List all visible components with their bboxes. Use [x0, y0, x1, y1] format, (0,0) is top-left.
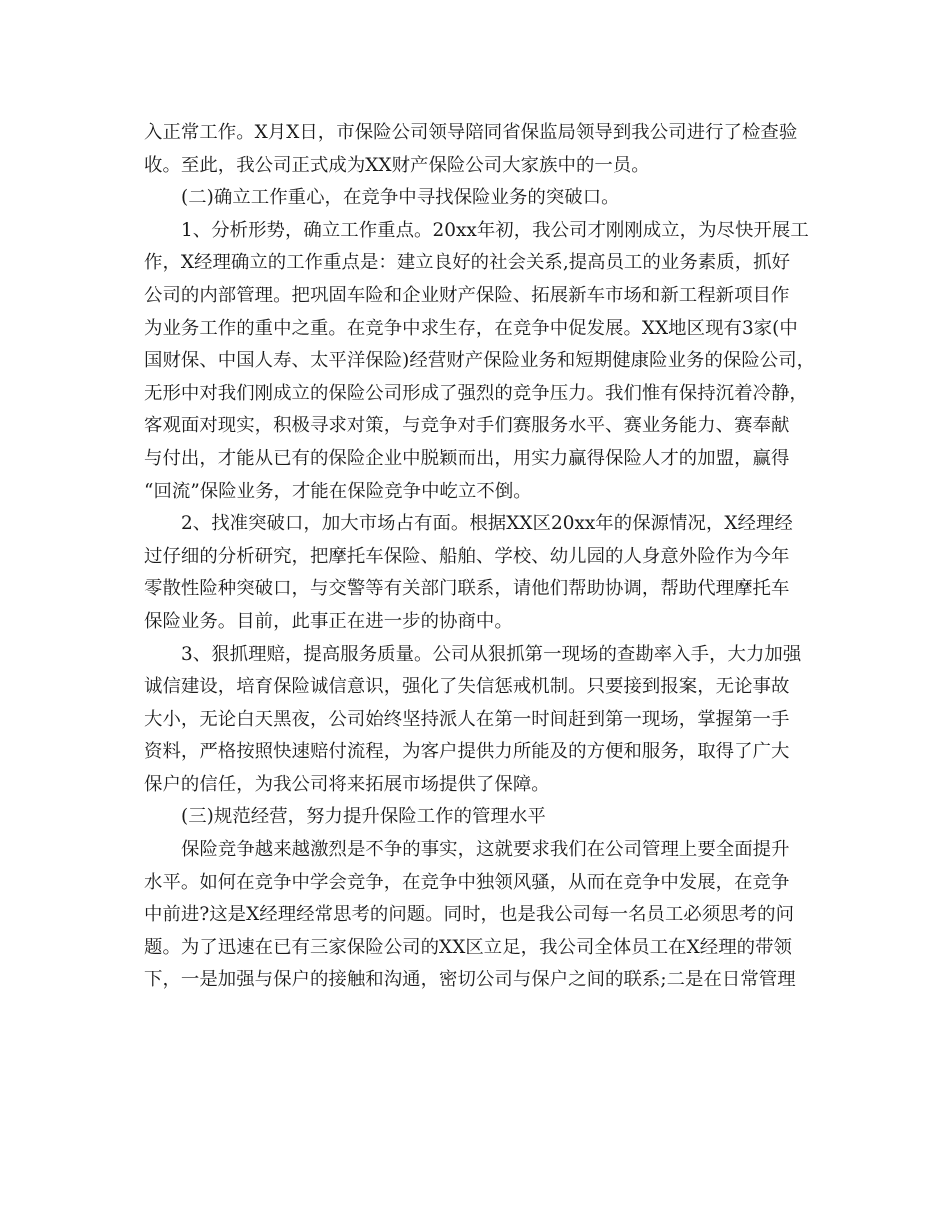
text-line: 资料，严格按照快速赔付流程，为客户提供力所能及的方便和服务，取得了广大	[144, 741, 790, 763]
text-line: 诚信建设，培育保险诚信意识，强化了失信惩戒机制。只要接到报案，无论事故	[144, 676, 790, 698]
text-line: 零散性险种突破口，与交警等有关部门联系，请他们帮助协调，帮助代理摩托车	[144, 578, 790, 600]
text-line: 3、狠抓理赔，提高服务质量。公司从狠抓第一现场的查勘率入手，大力加强	[181, 643, 802, 665]
text-line: 大小，无论白天黑夜，公司始终坚持派人在第一时间赶到第一现场，掌握第一手	[144, 708, 790, 730]
text-line: 保险竞争越来越激烈是不争的事实，这就要求我们在公司管理上要全面提升	[181, 839, 790, 861]
text-line: 国财保、中国人寿、太平洋保险)经营财产保险业务和短期健康险业务的保险公司，	[144, 350, 816, 372]
document-body	[144, 117, 814, 997]
text-line: “回流”保险业务，才能在保险竞争中屹立不倒。	[144, 480, 532, 502]
text-line: 客观面对现实，积极寻求对策，与竞争对手们赛服务水平、赛业务能力、赛奉献	[144, 415, 790, 437]
text-line: 为业务工作的重中之重。在竞争中求生存，在竞争中促发展。XX地区现有3家(中	[144, 317, 798, 339]
text-line: 公司的内部管理。把巩固车险和企业财产保险、拓展新车市场和新工程新项目作	[144, 284, 790, 306]
text-line: 与付出，才能从已有的保险企业中脱颖而出，用实力赢得保险人才的加盟，赢得	[144, 447, 790, 469]
text-line: 水平。如何在竞争中学会竞争，在竞争中独领风骚，从而在竞争中发展，在竞争	[144, 871, 790, 893]
text-line: 收。至此，我公司正式成为XX财产保险公司大家族中的一员。	[144, 154, 650, 176]
text-line: (三)规范经营，努力提升保险工作的管理水平	[181, 806, 546, 828]
text-line: (二)确立工作重心，在竞争中寻找保险业务的突破口。	[181, 187, 620, 209]
text-line: 2、找准突破口，加大市场占有面。根据XX区20xx年的保源情况，X经理经	[181, 513, 793, 535]
text-line: 无形中对我们刚成立的保险公司形成了强烈的竞争压力。我们惟有保持沉着冷静，	[144, 382, 808, 404]
text-line: 过仔细的分析研究，把摩托车保险、船舶、学校、幼儿园的人身意外险作为今年	[144, 545, 790, 567]
text-line: 中前进?这是X经理经常思考的问题。同时，也是我公司每一名员工必须思考的问	[144, 904, 795, 926]
text-line: 保户的信任，为我公司将来拓展市场提供了保障。	[144, 773, 550, 795]
text-line: 保险业务。目前，此事正在进一步的协商中。	[144, 610, 513, 632]
text-line: 作，X经理确立的工作重点是：建立良好的社会关系,提高员工的业务素质，抓好	[144, 252, 791, 274]
text-line: 题。为了迅速在已有三家保险公司的XX区立足，我公司全体员工在X经理的带领	[144, 936, 792, 958]
text-line: 1、分析形势，确立工作重点。20xx年初，我公司才刚刚成立，为尽快开展工	[181, 219, 809, 241]
text-line: 入正常工作。X月X日，市保险公司领导陪同省保监局领导到我公司进行了检查验	[144, 122, 798, 143]
text-line: 下，一是加强与保户的接触和沟通，密切公司与保户之间的联系;二是在日常管理	[144, 969, 796, 991]
